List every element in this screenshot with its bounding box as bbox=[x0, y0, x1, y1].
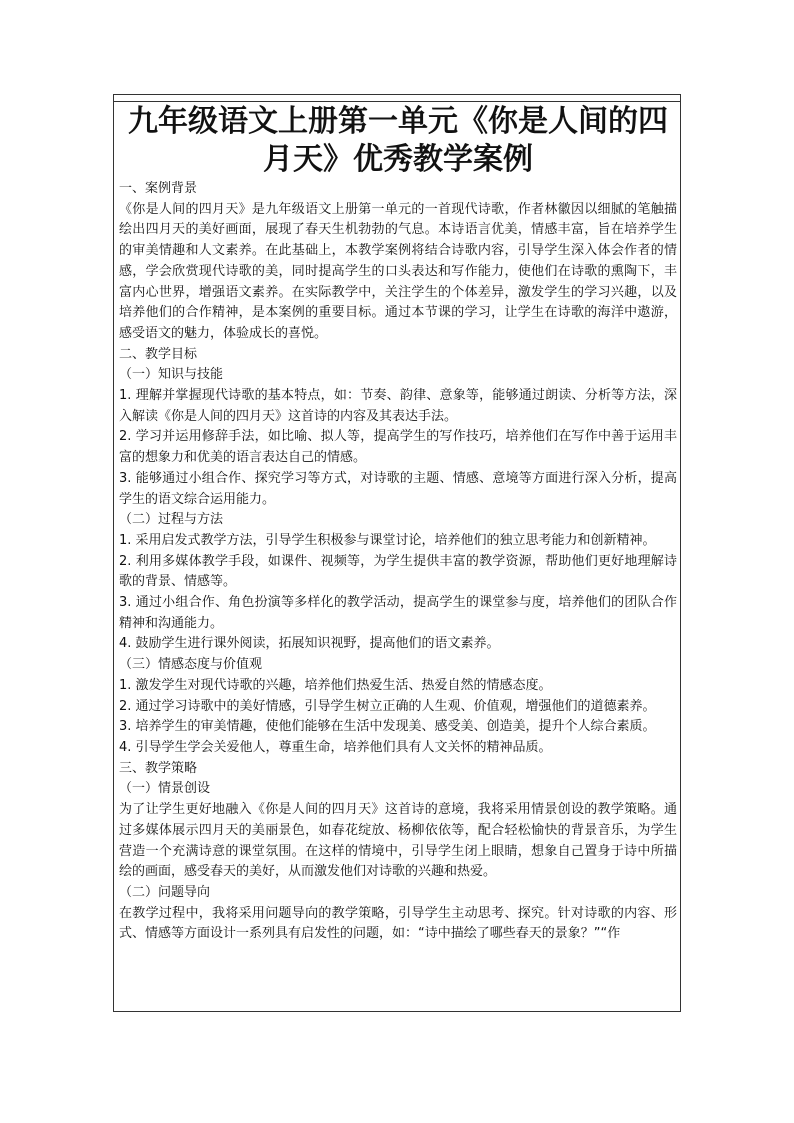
paragraph: 1. 理解并掌握现代诗歌的基本特点，如：节奏、韵律、意象等，能够通过朗读、分析等方法，深入解读《你是人间的四月天》这首诗的内容及其表达手法。 bbox=[119, 388, 677, 424]
paragraph: 为了让学生更好地融入《你是人间的四月天》这首诗的意境，我将采用情景创设的教学策略。通过多媒体展示四月天的美丽景色，如春花绽放、杨柳依依等，配合轻松愉快的背景音乐，为学生营造一个充满诗意的课堂氛围。在这样的情境中，引导学生闭上眼睛，想象自己置身于诗中所描绘的画面，感受春天的美好，从而激发他们对诗歌的兴趣和热爱。 bbox=[119, 802, 677, 880]
paragraph: 2. 利用多媒体教学手段，如课件、视频等，为学生提供丰富的教学资源，帮助他们更好地理解诗歌的背景、情感等。 bbox=[119, 553, 677, 590]
section-heading: 二、教学目标 bbox=[119, 346, 198, 362]
paragraph: 3. 能够通过小组合作、探究学习等方式，对诗歌的主题、情感、意境等方面进行深入分析，提高学生的语文综合运用能力。 bbox=[119, 470, 677, 507]
paragraph: 1. 激发学生对现代诗歌的兴趣，培养他们热爱生活、热爱自然的情感态度。 bbox=[119, 677, 552, 693]
document-body bbox=[119, 101, 677, 945]
paragraph: 2. 学习并运用修辞手法，如比喻、拟人等，提高学生的写作技巧，培养他们在写作中善于运用丰富的想象力和优美的语言表达自己的情感。 bbox=[119, 429, 677, 466]
section-heading: 三、教学策略 bbox=[119, 760, 198, 776]
paragraph: 4. 引导学生学会关爱他人，尊重生命，培养他们具有人文关怀的精神品质。 bbox=[119, 739, 552, 755]
section-heading: （一）情景创设 bbox=[119, 781, 211, 797]
section-heading: 一、案例背景 bbox=[119, 181, 198, 196]
document-blocks bbox=[119, 179, 677, 945]
paragraph: 4. 鼓励学生进行课外阅读，拓展知识视野，提高他们的语文素养。 bbox=[119, 636, 500, 652]
document-title: 九年级语文上册第一单元《你是人间的四月天》优秀教学案例 bbox=[128, 104, 668, 177]
section-heading: （二）问题导向 bbox=[119, 884, 211, 900]
paragraph: 《你是人间的四月天》是九年级语文上册第一单元的一首现代诗歌，作者林徽因以细腻的笔触描绘出四月天的美好画面，展现了春天生机勃勃的气息。本诗语言优美，情感丰富，旨在培养学生的审美情趣和人文素养。在此基础上，本教学案例将结合诗歌内容，引导学生深入体会作者的情感，学会欣赏现代诗歌的美，同时提高学生的口头表达和写作能力，使他们在诗歌的熏陶下，丰富内心世界，增强语文素养。在实际教学中，关注学生的个体差异，激发学生的学习兴趣，以及培养他们的合作精神，是本案例的重要目标。通过本节课的学习，让学生在诗歌的海洋中遨游，感受语文的魅力，体验成长的喜悦。 bbox=[119, 201, 677, 341]
paragraph: 3. 培养学生的审美情趣，使他们能够在生活中发现美、感受美、创造美，提升个人综合素质。 bbox=[119, 719, 656, 735]
paragraph: 1. 采用启发式教学方法，引导学生积极参与课堂讨论，培养他们的独立思考能力和创新精神。 bbox=[119, 532, 656, 548]
section-heading: （三）情感态度与价值观 bbox=[119, 657, 263, 673]
section-heading: （一）知识与技能 bbox=[119, 367, 224, 383]
paragraph: 在教学过程中，我将采用问题导向的教学策略，引导学生主动思考、探究。针对诗歌的内容、形式、情感等方面设计一系列具有启发性的问题，如：“诗中描绘了哪些春天的景象？”“作 bbox=[119, 905, 677, 942]
paragraph: 2. 通过学习诗歌中的美好情感，引导学生树立正确的人生观、价值观，增强他们的道德素养。 bbox=[119, 698, 656, 714]
section-heading: （二）过程与方法 bbox=[119, 512, 224, 528]
paragraph: 3. 通过小组合作、角色扮演等多样化的教学活动，提高学生的课堂参与度，培养他们的团队合作精神和沟通能力。 bbox=[119, 595, 677, 631]
